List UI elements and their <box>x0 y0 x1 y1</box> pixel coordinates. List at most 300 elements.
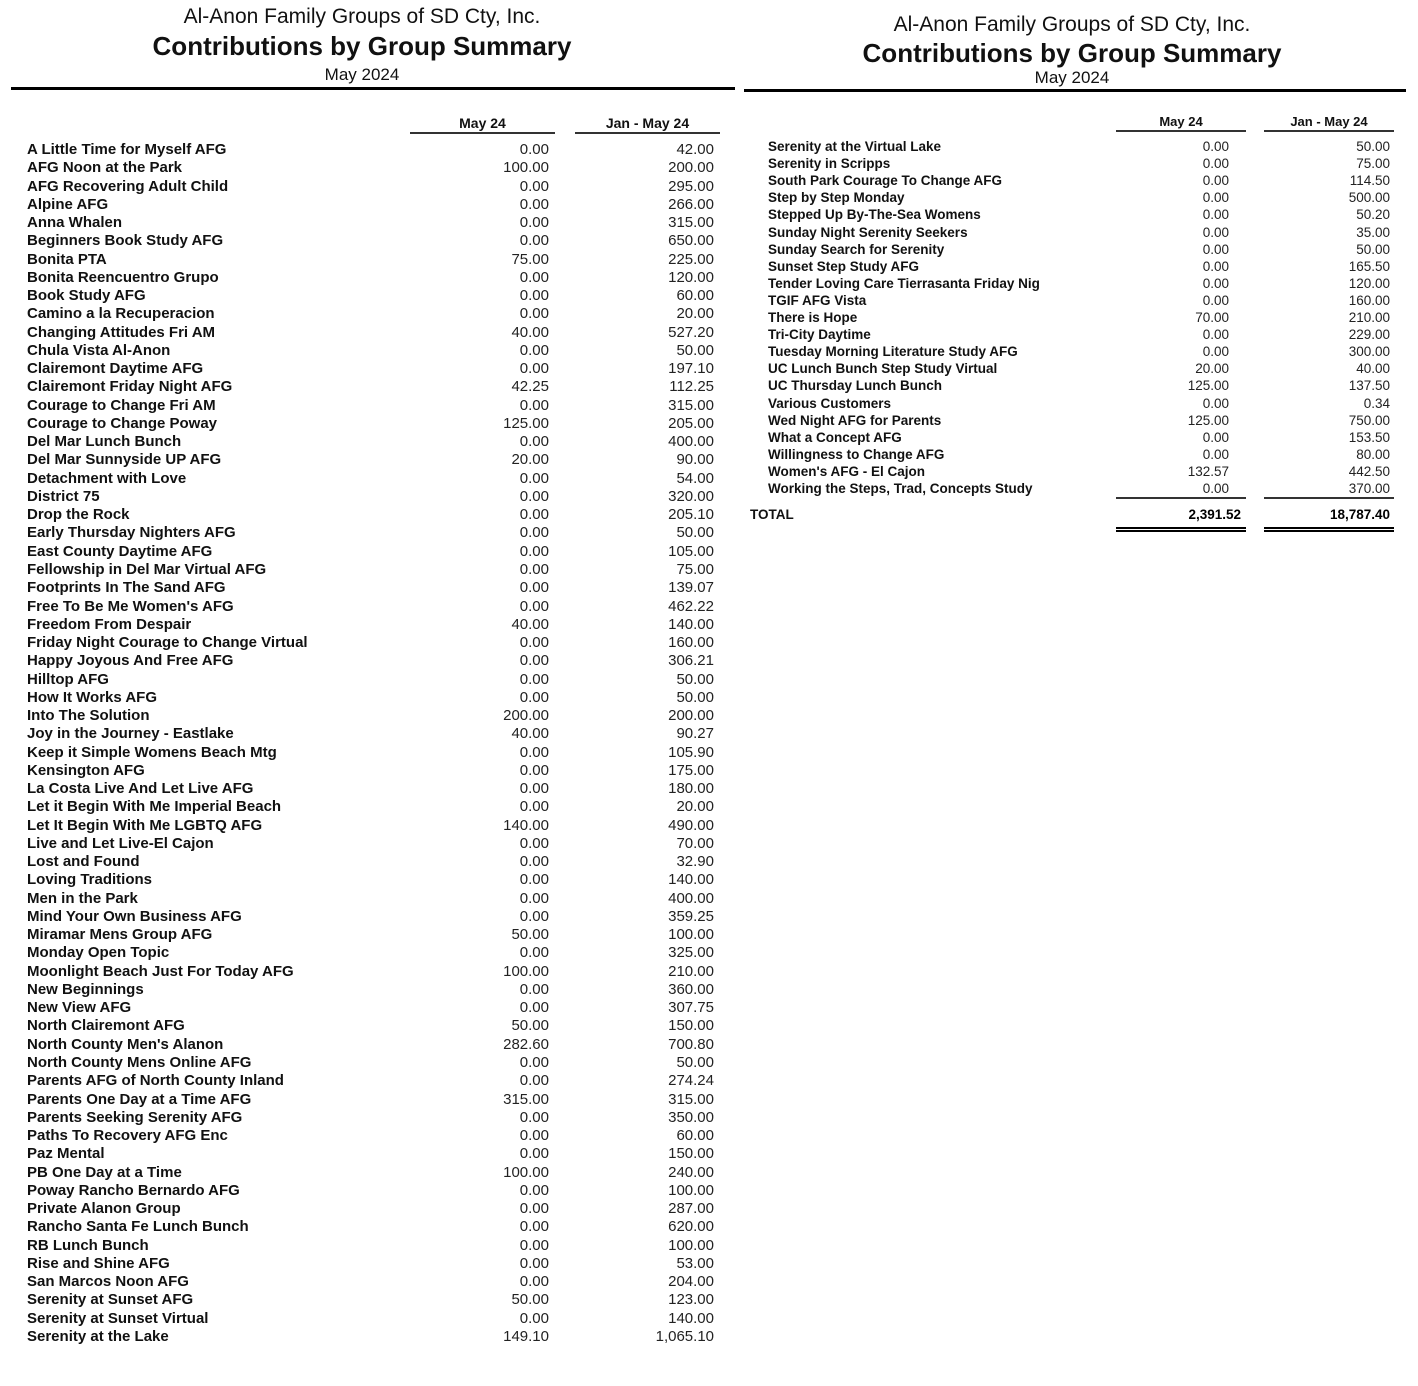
total-double-underline <box>1116 527 1246 532</box>
group-name: Into The Solution <box>27 707 150 725</box>
group-row <box>742 446 1418 463</box>
may-amount: 0.00 <box>519 360 549 378</box>
may-amount: 0.00 <box>1202 207 1229 223</box>
may-amount: 0.00 <box>519 688 549 706</box>
group-row <box>0 506 740 524</box>
group-row <box>0 944 740 962</box>
may-amount: 0.00 <box>1202 190 1229 206</box>
may-amount: 0.00 <box>519 524 549 542</box>
group-name: North Clairemont AFG <box>27 1017 185 1035</box>
group-row <box>0 798 740 816</box>
ytd-amount: 50.00 <box>1356 139 1390 154</box>
group-name: Free To Be Me Women's AFG <box>27 597 234 615</box>
may-amount: 0.00 <box>519 396 549 414</box>
ytd-amount: 100.00 <box>668 1181 714 1199</box>
group-name: Rise and Shine AFG <box>27 1254 170 1272</box>
group-row <box>742 206 1418 223</box>
group-name: Parents Seeking Serenity AFG <box>27 1108 243 1126</box>
ytd-amount: 150.00 <box>668 1017 714 1035</box>
group-name: La Costa Live And Let Live AFG <box>27 780 254 798</box>
total-double-underline <box>1264 527 1394 532</box>
may-amount: 100.00 <box>503 159 549 177</box>
group-name: UC Lunch Bunch Step Study Virtual <box>768 361 998 377</box>
group-row <box>0 1310 740 1328</box>
may-amount: 0.00 <box>1202 481 1229 496</box>
may-amount: 0.00 <box>519 944 549 962</box>
group-name: Moonlight Beach Just For Today AFG <box>27 962 294 980</box>
group-name: Changing Attitudes Fri AM <box>27 323 216 341</box>
ytd-amount: 100.00 <box>668 926 714 944</box>
group-name: South Park Courage To Change AFG <box>768 173 1003 189</box>
ytd-amount: 200.00 <box>668 707 714 725</box>
ytd-amount: 165.50 <box>1348 258 1390 274</box>
ytd-amount: 153.50 <box>1348 429 1390 445</box>
group-name: Lost and Found <box>27 853 140 871</box>
group-row <box>0 1017 740 1035</box>
ytd-amount: 50.20 <box>1356 207 1390 223</box>
group-row <box>742 309 1418 326</box>
report-title: Contributions by Group Summary <box>152 31 572 61</box>
ytd-amount: 287.00 <box>668 1200 714 1218</box>
group-row <box>0 178 740 196</box>
group-row <box>0 1036 740 1054</box>
group-name: Sunday Night Serenity Seekers <box>768 224 968 240</box>
group-row <box>0 853 740 871</box>
group-name: Let it Begin With Me Imperial Beach <box>27 798 282 816</box>
may-amount: 125.00 <box>503 414 549 432</box>
group-row <box>0 287 740 305</box>
group-name: Bonita Reencuentro Grupo <box>27 268 219 286</box>
group-name: Willingness to Change AFG <box>768 446 945 462</box>
ytd-amount: 306.21 <box>668 652 714 670</box>
group-row <box>742 343 1418 360</box>
group-name: AFG Noon at the Park <box>27 159 183 177</box>
ytd-amount: 140.00 <box>668 1309 714 1327</box>
group-name: AFG Recovering Adult Child <box>27 177 229 195</box>
may-amount: 0.00 <box>519 980 549 998</box>
ytd-amount: 462.22 <box>668 597 714 615</box>
may-amount: 42.25 <box>511 378 549 396</box>
group-row <box>0 999 740 1017</box>
ytd-amount: 315.00 <box>668 396 714 414</box>
ytd-amount: 325.00 <box>668 944 714 962</box>
may-amount: 0.00 <box>1202 327 1229 343</box>
may-amount: 0.00 <box>519 798 549 816</box>
group-row <box>742 412 1418 429</box>
group-row <box>0 232 740 250</box>
group-row <box>0 762 740 780</box>
may-amount: 0.00 <box>519 214 549 232</box>
ytd-amount: 205.10 <box>668 506 714 524</box>
group-row <box>0 378 740 396</box>
report-period: May 2024 <box>1034 68 1110 87</box>
may-amount: 0.00 <box>519 871 549 889</box>
group-name: Sunday Search for Serenity <box>768 241 945 257</box>
group-row <box>742 258 1418 275</box>
column-underline <box>1116 130 1246 132</box>
group-name: Early Thursday Nighters AFG <box>27 524 236 542</box>
group-row <box>742 275 1418 292</box>
ytd-amount: 266.00 <box>668 195 714 213</box>
may-amount: 0.00 <box>519 670 549 688</box>
group-name: Fellowship in Del Mar Virtual AFG <box>27 560 267 578</box>
ytd-amount: 75.00 <box>676 560 714 578</box>
group-row <box>0 1255 740 1273</box>
may-amount: 0.00 <box>519 1181 549 1199</box>
group-row <box>0 1072 740 1090</box>
ytd-amount: 350.00 <box>668 1108 714 1126</box>
ytd-amount: 139.07 <box>668 579 714 597</box>
group-row <box>0 616 740 634</box>
ytd-amount: 205.00 <box>668 414 714 432</box>
group-row <box>0 598 740 616</box>
group-row <box>0 324 740 342</box>
ytd-amount: 100.00 <box>668 1236 714 1254</box>
ytd-amount: 120.00 <box>1348 275 1390 291</box>
group-name: Clairemont Friday Night AFG <box>27 378 233 396</box>
ytd-amount: 400.00 <box>668 433 714 451</box>
ytd-amount: 240.00 <box>668 1163 714 1181</box>
may-amount: 0.00 <box>519 305 549 323</box>
may-amount: 0.00 <box>519 1108 549 1126</box>
ytd-amount: 137.50 <box>1348 378 1390 394</box>
may-amount: 0.00 <box>1202 429 1229 445</box>
ytd-amount: 204.00 <box>668 1273 714 1291</box>
ytd-amount: 35.00 <box>1356 224 1390 240</box>
group-row <box>0 652 740 670</box>
group-name: Step by Step Monday <box>768 190 905 206</box>
may-amount: 20.00 <box>1195 361 1229 377</box>
may-amount: 132.57 <box>1187 463 1229 479</box>
group-row <box>0 707 740 725</box>
ytd-amount: 175.00 <box>668 761 714 779</box>
may-amount: 0.00 <box>519 1273 549 1291</box>
group-name: Book Study AFG <box>27 287 146 305</box>
ytd-amount: 50.00 <box>676 1054 714 1071</box>
group-name: Serenity at the Lake <box>27 1327 169 1345</box>
group-row <box>0 451 740 469</box>
may-amount: 0.00 <box>519 761 549 779</box>
ytd-amount: 140.00 <box>668 871 714 889</box>
ytd-amount: 150.00 <box>668 1145 714 1163</box>
group-row <box>0 671 740 689</box>
may-amount: 0.00 <box>1202 224 1229 240</box>
group-name: Tri-City Daytime <box>768 327 871 343</box>
group-row <box>742 292 1418 309</box>
may-amount: 0.00 <box>519 141 549 158</box>
may-amount: 70.00 <box>1195 310 1229 325</box>
group-name: Happy Joyous And Free AFG <box>27 652 234 670</box>
ytd-amount: 620.00 <box>668 1218 714 1236</box>
may-amount: 315.00 <box>503 1090 549 1108</box>
group-name: East County Daytime AFG <box>27 542 213 560</box>
group-row <box>0 1091 740 1109</box>
may-amount: 50.00 <box>511 1291 549 1309</box>
group-name: Keep it Simple Womens Beach Mtg <box>27 743 277 761</box>
ytd-amount: 90.00 <box>676 451 714 469</box>
report-page-2 <box>742 0 1418 1386</box>
group-row <box>742 377 1418 394</box>
group-name: How It Works AFG <box>27 688 158 706</box>
may-amount: 0.00 <box>519 999 549 1017</box>
may-amount: 0.00 <box>519 579 549 597</box>
may-amount: 0.00 <box>1202 344 1229 360</box>
organization-name: Al-Anon Family Groups of SD Cty, Inc. <box>893 13 1251 36</box>
group-row <box>0 415 740 433</box>
group-row <box>0 269 740 287</box>
ytd-amount: 20.00 <box>676 305 714 323</box>
group-row <box>0 1218 740 1236</box>
group-row <box>0 926 740 944</box>
may-amount: 0.00 <box>519 268 549 286</box>
may-amount: 0.00 <box>1202 292 1229 308</box>
group-row <box>0 196 740 214</box>
group-name: Paz Mental <box>27 1145 105 1163</box>
may-amount: 125.00 <box>1187 378 1229 394</box>
may-amount: 40.00 <box>511 323 549 341</box>
group-name: New View AFG <box>27 999 132 1017</box>
report-period: May 2024 <box>324 65 400 84</box>
ytd-amount: 300.00 <box>1348 344 1390 360</box>
group-name: Tuesday Morning Literature Study AFG <box>768 344 1018 360</box>
group-name: Courage to Change Fri AM <box>27 396 216 414</box>
may-amount: 0.00 <box>519 1236 549 1254</box>
report-title: Contributions by Group Summary <box>862 38 1282 68</box>
may-amount: 0.00 <box>519 743 549 761</box>
ytd-amount: 50.00 <box>676 524 714 542</box>
group-name: Rancho Santa Fe Lunch Bunch <box>27 1218 249 1236</box>
may-amount: 0.00 <box>519 542 549 560</box>
group-name: RB Lunch Bunch <box>27 1236 149 1254</box>
ytd-amount: 490.00 <box>668 816 714 834</box>
group-row <box>742 360 1418 377</box>
group-name: Serenity at Sunset Virtual <box>27 1309 209 1327</box>
may-amount: 140.00 <box>503 816 549 834</box>
group-name: Freedom From Despair <box>27 615 192 633</box>
group-row <box>742 138 1418 155</box>
ytd-amount: 112.25 <box>669 378 714 396</box>
may-amount: 0.00 <box>519 1145 549 1163</box>
ytd-amount: 32.90 <box>676 853 714 871</box>
group-row <box>742 224 1418 241</box>
column-header-may: May 24 <box>459 115 506 131</box>
group-name: Serenity in Scripps <box>768 156 891 172</box>
group-name: Stepped Up By-The-Sea Womens <box>768 207 981 223</box>
may-amount: 0.00 <box>519 1254 549 1272</box>
group-row <box>0 1054 740 1072</box>
group-name: Footprints In The Sand AFG <box>27 579 226 597</box>
group-row <box>742 241 1418 258</box>
group-row <box>0 159 740 177</box>
may-amount: 0.00 <box>519 907 549 925</box>
group-name: Chula Vista Al-Anon <box>27 341 171 359</box>
group-row <box>0 1164 740 1182</box>
may-amount: 0.00 <box>1202 173 1229 189</box>
group-name: North County Men's Alanon <box>27 1035 224 1053</box>
group-name: Del Mar Lunch Bunch <box>27 433 182 451</box>
may-amount: 0.00 <box>519 853 549 871</box>
group-row <box>0 342 740 360</box>
ytd-amount: 274.24 <box>668 1072 714 1090</box>
total-ytd: 18,787.40 <box>1329 507 1390 522</box>
group-row <box>0 141 740 159</box>
may-amount: 0.00 <box>1202 446 1229 462</box>
group-row <box>0 1109 740 1127</box>
group-name: San Marcos Noon AFG <box>27 1273 189 1291</box>
may-amount: 0.00 <box>519 889 549 907</box>
group-name: Private Alanon Group <box>27 1200 181 1218</box>
group-name: Drop the Rock <box>27 506 130 524</box>
group-row <box>0 214 740 232</box>
ytd-amount: 359.25 <box>668 907 714 925</box>
group-row <box>0 1291 740 1309</box>
group-name: Monday Open Topic <box>27 944 170 962</box>
group-name: Detachment with Love <box>27 469 187 487</box>
may-amount: 0.00 <box>1202 139 1229 154</box>
may-amount: 50.00 <box>511 926 549 944</box>
ytd-amount: 360.00 <box>668 980 714 998</box>
ytd-amount: 50.00 <box>676 688 714 706</box>
group-row <box>0 360 740 378</box>
ytd-amount: 210.00 <box>1348 310 1390 325</box>
ytd-amount: 320.00 <box>668 487 714 505</box>
group-row <box>0 1273 740 1291</box>
group-name: Camino a la Recuperacion <box>27 305 215 323</box>
may-amount: 0.00 <box>519 287 549 305</box>
may-amount: 40.00 <box>511 615 549 633</box>
group-name: Mind Your Own Business AFG <box>27 907 242 925</box>
group-row <box>0 981 740 999</box>
ytd-amount: 42.00 <box>676 141 714 158</box>
ytd-amount: 20.00 <box>676 798 714 816</box>
group-name: Paths To Recovery AFG Enc <box>27 1127 228 1145</box>
group-row <box>0 1127 740 1145</box>
group-row <box>0 397 740 415</box>
ytd-amount: 500.00 <box>1348 190 1390 206</box>
group-name: Loving Traditions <box>27 871 153 889</box>
may-amount: 0.00 <box>1202 241 1229 257</box>
may-amount: 0.00 <box>519 1054 549 1071</box>
ytd-amount: 123.00 <box>668 1291 714 1309</box>
column-header-ytd: Jan - May 24 <box>1290 114 1368 129</box>
may-amount: 0.00 <box>519 1200 549 1218</box>
group-name: Let It Begin With Me LGBTQ AFG <box>27 816 263 834</box>
ytd-amount: 370.00 <box>1348 481 1390 496</box>
column-underline <box>410 132 555 134</box>
group-name: Friday Night Courage to Change Virtual <box>27 634 308 652</box>
ytd-amount: 54.00 <box>676 469 714 487</box>
ytd-amount: 700.80 <box>668 1035 714 1053</box>
group-name: Anna Whalen <box>27 214 123 232</box>
group-name: Del Mar Sunnyside UP AFG <box>27 451 222 469</box>
group-name: District 75 <box>27 487 100 505</box>
may-amount: 0.00 <box>519 232 549 250</box>
may-amount: 0.00 <box>519 469 549 487</box>
ytd-amount: 527.20 <box>668 323 714 341</box>
ytd-amount: 40.00 <box>1356 361 1390 377</box>
may-amount: 0.00 <box>519 597 549 615</box>
group-name: Kensington AFG <box>27 761 145 779</box>
ytd-amount: 120.00 <box>668 268 714 286</box>
may-amount: 20.00 <box>511 451 549 469</box>
group-row <box>0 488 740 506</box>
may-amount: 0.00 <box>519 506 549 524</box>
ytd-amount: 650.00 <box>668 232 714 250</box>
group-name: New Beginnings <box>27 980 144 998</box>
group-name: What a Concept AFG <box>768 429 902 445</box>
group-name: Working the Steps, Trad, Concepts Study <box>768 481 1033 496</box>
ytd-amount: 315.00 <box>668 214 714 232</box>
group-row <box>0 689 740 707</box>
ytd-amount: 53.00 <box>676 1254 714 1272</box>
total-may: 2,391.52 <box>1188 507 1241 522</box>
group-name: Hilltop AFG <box>27 670 109 688</box>
ytd-amount: 1,065.10 <box>655 1327 714 1345</box>
group-name: Parents AFG of North County Inland <box>27 1072 284 1090</box>
group-name: Courage to Change Poway <box>27 414 218 432</box>
may-amount: 0.00 <box>519 1309 549 1327</box>
group-row <box>0 579 740 597</box>
group-name: Poway Rancho Bernardo AFG <box>27 1181 240 1199</box>
ytd-amount: 50.00 <box>1356 241 1390 257</box>
may-amount: 0.00 <box>519 195 549 213</box>
group-name: Various Customers <box>768 395 892 411</box>
group-name: Serenity at Sunset AFG <box>27 1291 194 1309</box>
may-amount: 0.00 <box>1202 156 1229 172</box>
ytd-amount: 160.00 <box>1348 292 1390 308</box>
organization-name: Al-Anon Family Groups of SD Cty, Inc. <box>183 5 541 28</box>
ytd-amount: 50.00 <box>676 341 714 359</box>
column-underline <box>575 132 720 134</box>
group-name: Serenity at the Virtual Lake <box>768 139 942 154</box>
group-row <box>0 908 740 926</box>
group-row <box>0 817 740 835</box>
group-name: Beginners Book Study AFG <box>27 232 224 250</box>
group-name: A Little Time for Myself AFG <box>27 141 227 158</box>
column-underline <box>1264 130 1394 132</box>
group-row <box>0 433 740 451</box>
may-amount: 0.00 <box>519 652 549 670</box>
ytd-amount: 197.10 <box>668 360 714 378</box>
may-amount: 100.00 <box>503 1163 549 1181</box>
ytd-amount: 200.00 <box>668 159 714 177</box>
may-amount: 282.60 <box>503 1035 549 1053</box>
group-row <box>742 395 1418 412</box>
group-row <box>0 1237 740 1255</box>
may-amount: 149.10 <box>503 1327 549 1345</box>
may-amount: 0.00 <box>1202 395 1229 411</box>
ytd-amount: 114.50 <box>1349 173 1390 189</box>
group-name: Clairemont Daytime AFG <box>27 360 204 378</box>
group-name: There is Hope <box>768 310 858 325</box>
group-row <box>0 634 740 652</box>
ytd-amount: 70.00 <box>676 834 714 852</box>
group-name: Miramar Mens Group AFG <box>27 926 213 944</box>
may-amount: 0.00 <box>519 634 549 652</box>
group-row <box>0 890 740 908</box>
group-row <box>0 561 740 579</box>
group-row <box>0 871 740 889</box>
group-row <box>0 725 740 743</box>
group-row <box>0 963 740 981</box>
group-row <box>742 429 1418 446</box>
ytd-amount: 400.00 <box>668 889 714 907</box>
ytd-amount: 60.00 <box>676 1127 714 1145</box>
group-row <box>0 1145 740 1163</box>
may-amount: 0.00 <box>519 834 549 852</box>
ytd-amount: 180.00 <box>668 780 714 798</box>
header-rule <box>11 87 735 90</box>
